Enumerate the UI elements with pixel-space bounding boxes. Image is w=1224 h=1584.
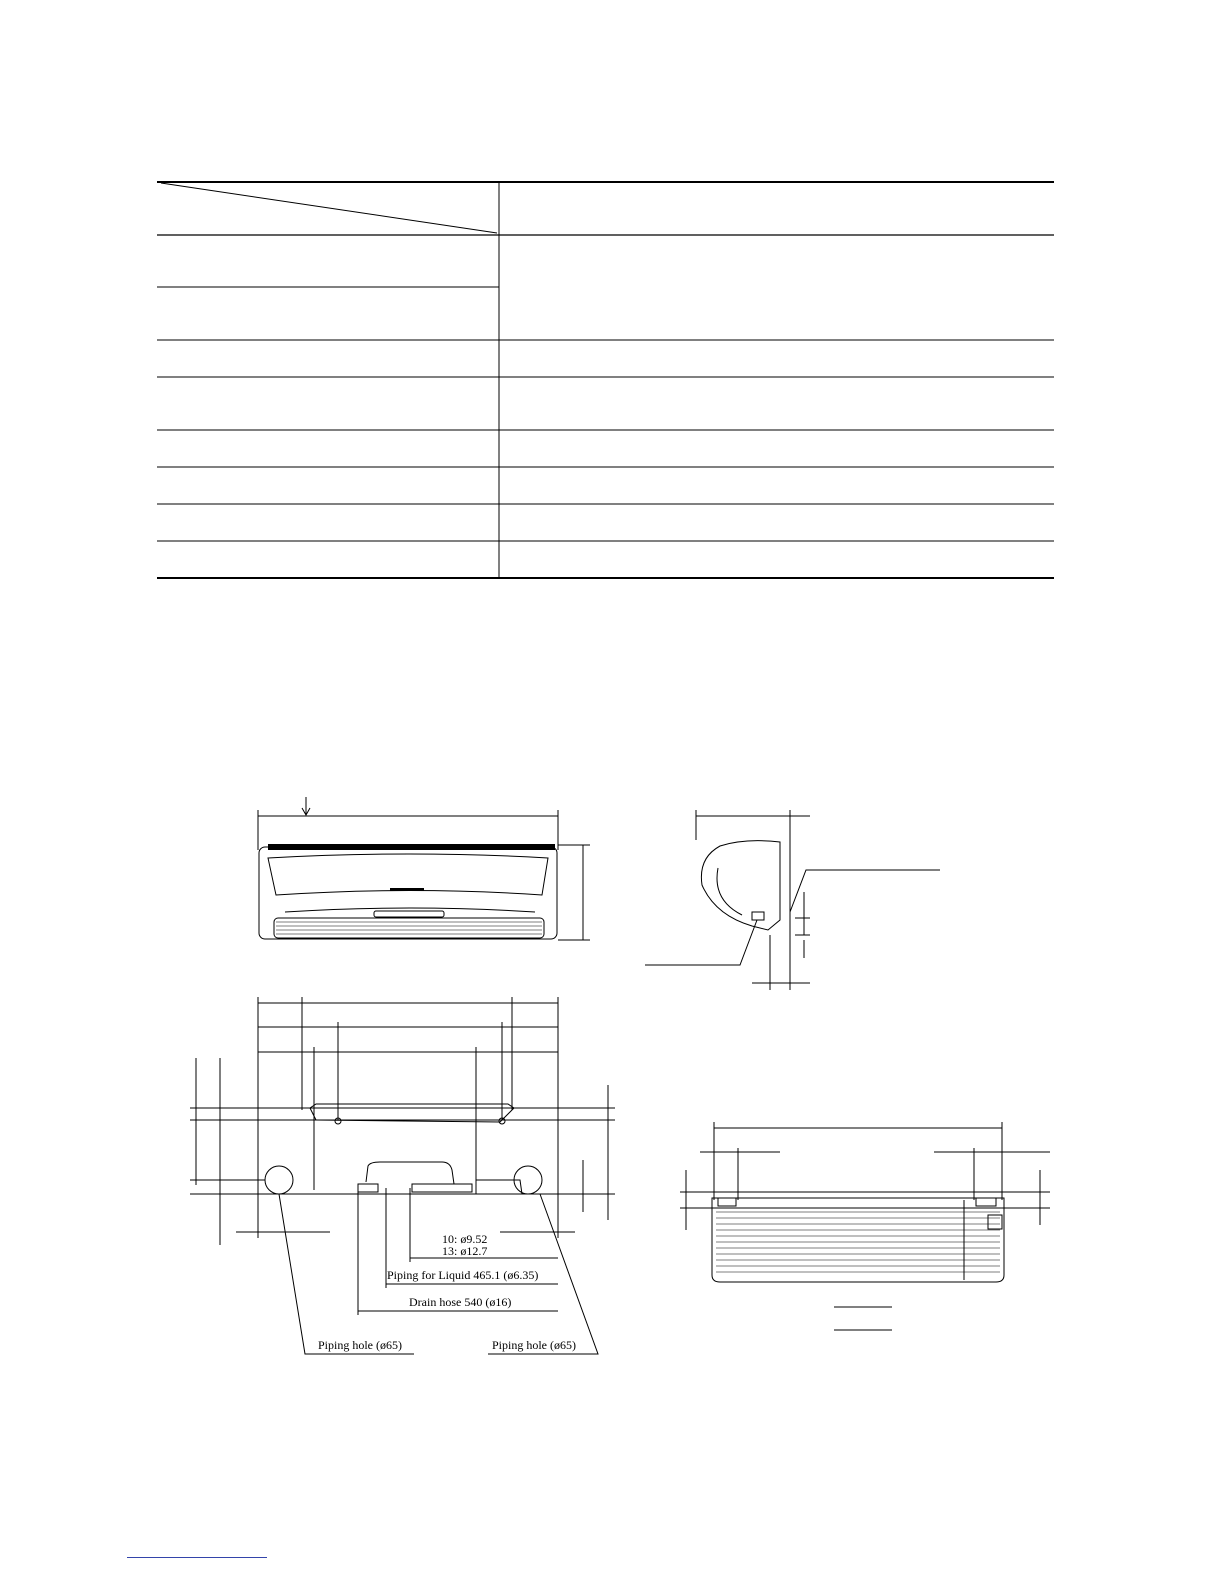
drain-hose-label: Drain hose 540 (ø16) [409, 1295, 512, 1309]
front-view [258, 797, 590, 940]
gas-pipe-10-label: 10: ø9.52 [442, 1232, 488, 1246]
liquid-pipe-label: Piping for Liquid 465.1 (ø6.35) [387, 1268, 539, 1282]
piping-hole-right-label: Piping hole (ø65) [492, 1338, 576, 1352]
piping-hole-left-label: Piping hole (ø65) [318, 1338, 402, 1352]
gas-pipe-13-label: 13: ø12.7 [442, 1244, 488, 1258]
footer-rule [127, 1557, 267, 1558]
back-view [190, 997, 615, 1354]
piping-hole-left-circle [265, 1166, 293, 1194]
bottom-view [680, 1122, 1050, 1330]
side-view [645, 810, 940, 990]
brand-logo-icon [390, 888, 424, 891]
